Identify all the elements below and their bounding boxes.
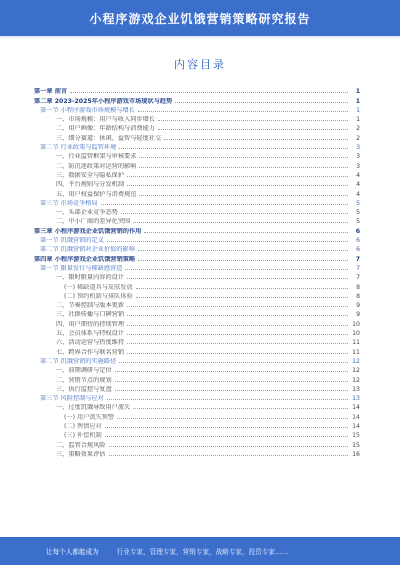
toc-entry-text: 二、用户画像：年龄结构与消费能力 xyxy=(56,125,155,133)
toc-dot-leader xyxy=(119,148,348,149)
toc-entry-text: 一、行业监管框架与审核要求 xyxy=(56,153,137,161)
toc-dot-leader xyxy=(158,129,348,130)
toc-page-number: 1 xyxy=(356,106,360,114)
toc-dot-leader xyxy=(115,381,348,382)
toc-entry[interactable] xyxy=(34,430,360,439)
toc-dot-leader xyxy=(133,408,348,409)
toc-entry-text: 三、执行监控与复盘 xyxy=(56,385,112,393)
toc-page-number: 13 xyxy=(352,385,360,393)
toc-entry[interactable] xyxy=(34,337,360,346)
toc-entry-text: 第二节 行业政策与监管环境 xyxy=(40,144,117,152)
toc-page-number: 9 xyxy=(356,302,360,310)
toc-dot-leader xyxy=(127,334,348,335)
toc-dot-leader xyxy=(101,204,348,205)
toc-entry[interactable] xyxy=(34,142,360,151)
toc-page-number: 8 xyxy=(356,283,360,291)
toc-page-number: 6 xyxy=(356,237,360,245)
toc-dot-leader xyxy=(127,343,348,344)
toc-entry-text: 第四章 小程序游戏企业饥饿营销策略 xyxy=(34,255,136,263)
toc-entry-text: 五、用户权益保护与消费规范 xyxy=(56,190,137,198)
toc-entry[interactable] xyxy=(34,393,360,402)
toc-entry[interactable] xyxy=(34,95,360,104)
toc-dot-leader xyxy=(127,306,348,307)
toc-page-number: 15 xyxy=(352,441,360,449)
toc-entry-text: 二、节奏控制与版本更新 xyxy=(56,302,125,310)
toc-dot-leader xyxy=(115,371,348,372)
toc-entry[interactable] xyxy=(34,374,360,383)
toc-dot-leader xyxy=(105,436,348,437)
toc-page-number: 11 xyxy=(352,348,360,356)
toc-entry-text: 第三章 小程序游戏企业饥饿营销的作用 xyxy=(34,227,142,235)
toc-entry-text: 二、中小厂商的差异化突围 xyxy=(56,218,131,226)
toc-page-number: 4 xyxy=(356,171,360,179)
toc-entry[interactable] xyxy=(34,346,360,355)
toc-dot-leader xyxy=(121,213,348,214)
toc-entry-text: 第一节 限量发行与稀缺感营造 xyxy=(40,264,123,272)
toc-entry-text: (一) 用户流失预警 xyxy=(64,413,115,421)
toc-page-number: 9 xyxy=(356,311,360,319)
toc-dot-leader xyxy=(127,278,348,279)
toc-entry[interactable] xyxy=(34,384,360,393)
footer-slogan: 让每个人都能成为 xyxy=(46,548,99,556)
toc-entry-text: 五、会员体系与特权设计 xyxy=(56,330,125,338)
toc-entry[interactable] xyxy=(34,365,360,374)
toc-entry-text: 四、用户期待的持续管理 xyxy=(56,320,125,328)
toc-dot-leader xyxy=(138,260,348,261)
toc-entry[interactable] xyxy=(34,328,360,337)
toc-entry[interactable] xyxy=(34,216,360,225)
toc-entry-text: (一) 稀缺道具与皮肤发放 xyxy=(64,283,133,291)
toc-entry-text: (二) 预约机制与排队体验 xyxy=(64,292,133,300)
toc-page-number: 11 xyxy=(352,339,360,347)
toc-entry[interactable] xyxy=(34,244,360,253)
toc-page-number: 7 xyxy=(356,264,360,272)
toc-dot-leader xyxy=(107,399,348,400)
toc-page-number: 14 xyxy=(352,422,360,430)
toc-page-number: 2 xyxy=(356,134,360,142)
toc-entry-text: 第二节 饥饿营销的实施路径 xyxy=(40,357,117,365)
toc-page-number: 13 xyxy=(352,395,360,403)
toc-dot-leader xyxy=(115,390,348,391)
toc-dot-leader xyxy=(139,167,348,168)
toc-entry[interactable] xyxy=(34,411,360,420)
toc-page-number: 5 xyxy=(356,218,360,226)
toc-dot-leader xyxy=(125,269,348,270)
toc-dot-leader xyxy=(164,139,348,140)
toc-entry-text: 一、过度饥饿导致用户流失 xyxy=(56,404,131,412)
toc-entry-text: 三、策略效果评估 xyxy=(56,450,106,458)
toc-page-number: 1 xyxy=(355,88,360,96)
toc-page-number: 5 xyxy=(356,209,360,217)
toc-entry-text: (二) 舆情应对 xyxy=(64,422,102,430)
toc-entry-text: 第二节 饥饿营销对企业价值的影响 xyxy=(40,246,135,254)
toc-page-number: 1 xyxy=(356,116,360,124)
toc-entry-text: 第二章 2023-2025年小程序游戏市场现状与趋势 xyxy=(34,97,173,105)
toc-dot-leader xyxy=(136,297,348,298)
toc-page-number: 10 xyxy=(352,330,360,338)
toc-dot-leader xyxy=(127,185,348,186)
toc-entry-text: 一、头部企业竞争态势 xyxy=(56,209,118,217)
toc-entry[interactable] xyxy=(34,160,360,169)
toc-page-number: 3 xyxy=(356,162,360,170)
toc-entry[interactable] xyxy=(34,188,360,197)
toc-dot-leader xyxy=(127,353,348,354)
toc-entry[interactable] xyxy=(34,86,360,95)
toc-page-number: 6 xyxy=(355,227,360,235)
toc-entry[interactable] xyxy=(34,449,360,458)
toc-dot-leader xyxy=(139,157,348,158)
toc-entry-text: 第一节 饥饿营销的定义 xyxy=(40,237,104,245)
toc-entry[interactable] xyxy=(34,151,360,160)
toc-dot-leader xyxy=(175,102,348,103)
toc-entry[interactable] xyxy=(34,179,360,188)
toc-dot-leader xyxy=(144,232,348,233)
toc-dot-leader xyxy=(119,362,348,363)
toc-entry-text: 一、限时限量内容的设计 xyxy=(56,274,125,282)
toc-page-number: 8 xyxy=(356,292,360,300)
header-bar xyxy=(0,0,400,36)
report-title: 小程序游戏企业饥饿营销策略研究报告 xyxy=(89,11,311,26)
toc-dot-leader xyxy=(117,418,348,419)
toc-page-number: 4 xyxy=(356,190,360,198)
toc-page-number: 7 xyxy=(356,274,360,282)
toc-page-number: 4 xyxy=(356,181,360,189)
toc-entry[interactable] xyxy=(34,356,360,365)
toc-page-number: 12 xyxy=(352,367,360,375)
toc-entry-text: 一、市场规模：用户与收入同步增长 xyxy=(56,116,155,124)
toc-page-number: 3 xyxy=(356,144,360,152)
toc-entry-text: 二、营销节点的规划 xyxy=(56,376,112,384)
toc-entry[interactable] xyxy=(34,198,360,207)
toc-dot-leader xyxy=(127,176,348,177)
toc-entry[interactable] xyxy=(34,309,360,318)
toc-entry-text: 第三节 市场竞争格局 xyxy=(40,199,98,207)
toc-dot-leader xyxy=(70,92,348,93)
toc-page-number: 12 xyxy=(352,357,360,365)
toc-entry-text: 三、数据安全与隐私保护 xyxy=(56,171,125,179)
toc-dot-leader xyxy=(158,120,348,121)
toc-entry[interactable] xyxy=(34,439,360,448)
toc-dot-leader xyxy=(127,325,348,326)
toc-entry[interactable] xyxy=(34,114,360,123)
toc-dot-leader xyxy=(139,195,348,196)
toc-entry-text: 第三节 风险控制与应对 xyxy=(40,395,104,403)
toc-entry-text: 四、平台规则与分发机制 xyxy=(56,181,125,189)
toc-entry-text: 三、细分赛道：休闲、益智与轻度社交 xyxy=(56,134,162,142)
toc-page-number: 6 xyxy=(356,246,360,254)
toc-dot-leader xyxy=(138,250,348,251)
toc-page-number: 2 xyxy=(356,125,360,133)
toc-entry-text: 七、跨界合作与联名营销 xyxy=(56,348,125,356)
toc-page-number: 3 xyxy=(356,153,360,161)
toc-page-number: 7 xyxy=(355,255,360,263)
toc-entry[interactable] xyxy=(34,253,360,262)
toc-page-number: 5 xyxy=(356,199,360,207)
toc-dot-leader xyxy=(109,455,349,456)
toc-dot-leader xyxy=(127,315,348,316)
toc-page-number: 14 xyxy=(352,404,360,412)
toc-entry[interactable] xyxy=(34,402,360,411)
toc-entry[interactable] xyxy=(34,318,360,327)
toc-entry[interactable] xyxy=(34,291,360,300)
footer-tagline: 行业专家，管理专家，营销专家，战略专家，投资专家…… xyxy=(116,548,289,556)
toc-entry[interactable] xyxy=(34,105,360,114)
toc-entry[interactable] xyxy=(34,281,360,290)
table-of-contents xyxy=(34,86,360,458)
toc-entry-text: 三、社群传播与口碑营销 xyxy=(56,311,125,319)
toc-entry[interactable] xyxy=(34,235,360,244)
toc-entry-text: 第一节 小程序游戏市场规模与增长 xyxy=(40,106,135,114)
toc-dot-leader xyxy=(136,288,348,289)
toc-entry[interactable] xyxy=(34,272,360,281)
toc-dot-leader xyxy=(105,427,348,428)
toc-entry[interactable] xyxy=(34,170,360,179)
toc-page-number: 15 xyxy=(352,432,360,440)
toc-entry[interactable] xyxy=(34,123,360,132)
toc-entry[interactable] xyxy=(34,421,360,430)
toc-dot-leader xyxy=(109,446,349,447)
toc-entry-text: 二、监管合规风险 xyxy=(56,441,106,449)
toc-entry-text: 二、防沉迷政策对运营的影响 xyxy=(56,162,137,170)
toc-page-number: 12 xyxy=(352,376,360,384)
toc-entry-text: 六、活动运营与热度维持 xyxy=(56,339,125,347)
toc-entry[interactable] xyxy=(34,132,360,141)
footer-bar xyxy=(0,537,400,565)
toc-entry[interactable] xyxy=(34,300,360,309)
toc-entry-text: 一、前期调研与定位 xyxy=(56,367,112,375)
toc-entry-text: 第一章 前言 xyxy=(34,88,68,96)
toc-entry[interactable] xyxy=(34,225,360,234)
header-rule xyxy=(0,36,400,38)
toc-title: 内容目录 xyxy=(174,58,226,71)
toc-entry-text: (三) 补偿机制 xyxy=(64,432,102,440)
toc-entry[interactable] xyxy=(34,207,360,216)
toc-page-number: 10 xyxy=(352,320,360,328)
toc-dot-leader xyxy=(133,222,348,223)
toc-page-number: 14 xyxy=(352,413,360,421)
toc-dot-leader xyxy=(138,111,348,112)
toc-dot-leader xyxy=(107,241,348,242)
toc-page-number: 1 xyxy=(355,97,360,105)
toc-entry[interactable] xyxy=(34,263,360,272)
toc-page-number: 16 xyxy=(352,450,360,458)
